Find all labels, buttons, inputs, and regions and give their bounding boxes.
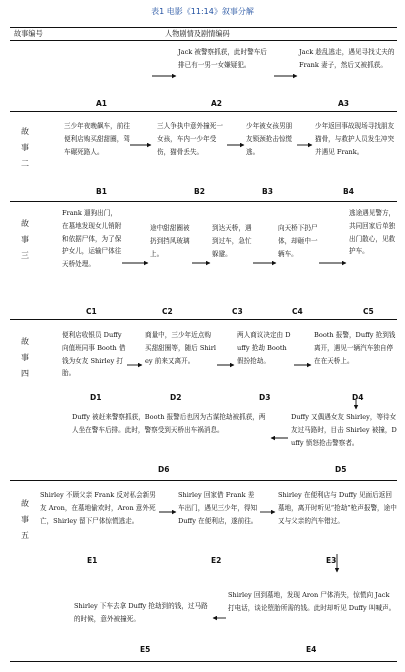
story-label-char: 故 (21, 499, 29, 508)
node-d3-text: 两人商议决定由 Duffy 抢劫 Booth 假扮抢劫。 (237, 331, 291, 365)
node-d3-code: D3 (259, 393, 271, 402)
node-e2-text: Shirley 回家借 Frank 差车出门，遇见三少年，得知 Duffy 在便利店，遂前往。 (178, 491, 258, 525)
node-b3-code: B3 (262, 187, 273, 196)
story-label-char: 事 (21, 235, 29, 244)
story-label-char: 四 (21, 369, 29, 378)
node-c2-text: 途中甜甜圈被扔到挡风玻璃上。 (150, 224, 190, 258)
node-e4-code: E4 (306, 645, 317, 654)
node-c2-code: C2 (162, 307, 173, 316)
node-d4-text: Booth 报警，Duffy 抢到钱离开，遇见一辆汽车独自停在在天桥上。 (314, 331, 396, 365)
story-label-char: 二 (21, 159, 29, 168)
story-label-char: 故 (21, 219, 29, 228)
node-b4-text: 少年返回事故现场寻找朋友猫骨，与救护人员发生冲突并遇见 Frank。 (315, 122, 395, 156)
node-e3-text: Shirley 在便利店与 Duffy 见面后返回墓地，离开时听见“抢劫”枪声报警，途中又与父亲的汽车错过。 (278, 491, 397, 525)
node-e3-code: E3 (326, 556, 337, 565)
story-label-char: 事 (21, 515, 29, 524)
node-e4-text: Shirley 回到墓地，发现 Aron 尸体消失，惊慌向 Jack 打电话，谈论堕胎所需的钱。此时却听见 Duffy 叫喊声。 (228, 591, 396, 612)
node-c5-code: C5 (363, 307, 374, 316)
node-b1-text: 三少年夜晚飙车，前往便利店购买甜甜圈，驾车碾死路人。 (64, 122, 130, 156)
node-d1-code: D1 (90, 393, 102, 402)
node-a3-code: A3 (338, 99, 350, 108)
node-d6-text: Duffy 被赶来警察抓获，Booth 报警后也因为古谋抢劫被抓获，两人坐在警车后排。此时，警察受到天桥出车祸消息。 (72, 413, 266, 434)
node-d4-code: D4 (352, 393, 364, 402)
node-d5-text: Duffy 又偶遇女友 Shirley，等待女友过马路时，目击 Shirley 被撞，Duffy 愤怒抢击警察者。 (291, 413, 397, 447)
node-a2-code: A2 (211, 99, 223, 108)
node-a3-text: Jack 趁乱逃走，遇见寻找丈夫的 Frank 妻子，然后又被抓获。 (299, 48, 395, 69)
node-b3-text: 少年被女孩男朋友锁颈抢击惊慌逃。 (246, 122, 293, 156)
node-b2-code: B2 (194, 187, 205, 196)
node-e5-text: Shirley 下车去拿 Duffy 抢劫到的钱，过马路的时候，意外被撞死。 (74, 602, 208, 623)
node-c5-text: 逃途遇见警方，共同回家后单独出门散心，见救护车。 (349, 209, 396, 256)
header-plot-coding: 人物剧情及剧情编码 (165, 29, 230, 38)
node-c3-text: 到达天桥，遇到过车，急忙躲避。 (212, 224, 252, 258)
node-d2-code: D2 (170, 393, 182, 402)
story-label-char: 三 (21, 251, 29, 260)
node-d2-text: 商量中，三少年近点购买甜甜圈等，随后 Shirley 前来又离开。 (145, 331, 216, 365)
node-c1-text: Frank 遛狗出门，在墓地发现女儿销附和依据尸体，为了保护女儿，运输尸体往天桥处理。 (62, 209, 122, 269)
node-e5-code: E5 (140, 645, 151, 654)
node-e2-code: E2 (211, 556, 222, 565)
node-c4-text: 向天桥下扔尸体，却砸中一辆车。 (278, 224, 318, 258)
node-b2-text: 三人争执中意外撞死一女孩，车内一少年受伤，猫骨丢失。 (157, 122, 223, 156)
node-e1-code: E1 (87, 556, 98, 565)
node-d1-text: 便利店收银员 Duffy 向值班同事 Booth 借钱为女友 Shirley 打胎。 (62, 331, 126, 378)
table-caption: 表1 电影《11:14》叙事分解 (151, 7, 254, 16)
story-label-char: 故 (21, 337, 29, 346)
node-b4-code: B4 (343, 187, 354, 196)
story-label-char: 故 (21, 127, 29, 136)
node-c1-code: C1 (86, 307, 97, 316)
node-e1-text: Shirley 不顾父亲 Frank 反对私会新男友 Aron，在墓地偷欢时，Aron 意外死亡，Shirley 留下尸体惊慌逃走。 (40, 491, 156, 525)
node-a1-code: A1 (96, 99, 108, 108)
node-d6-code: D6 (158, 465, 170, 474)
node-d5-code: D5 (335, 465, 347, 474)
node-c3-code: C3 (232, 307, 243, 316)
story-label-char: 五 (21, 531, 29, 540)
story-label-char: 事 (21, 353, 29, 362)
node-c4-code: C4 (292, 307, 303, 316)
story-label-char: 事 (21, 143, 29, 152)
node-a2-text: Jack 被警察抓获，此时警车后排已有一男一女嫌疑犯。 (178, 48, 267, 69)
node-b1-code: B1 (96, 187, 107, 196)
header-story-number: 故事编号 (14, 29, 43, 38)
